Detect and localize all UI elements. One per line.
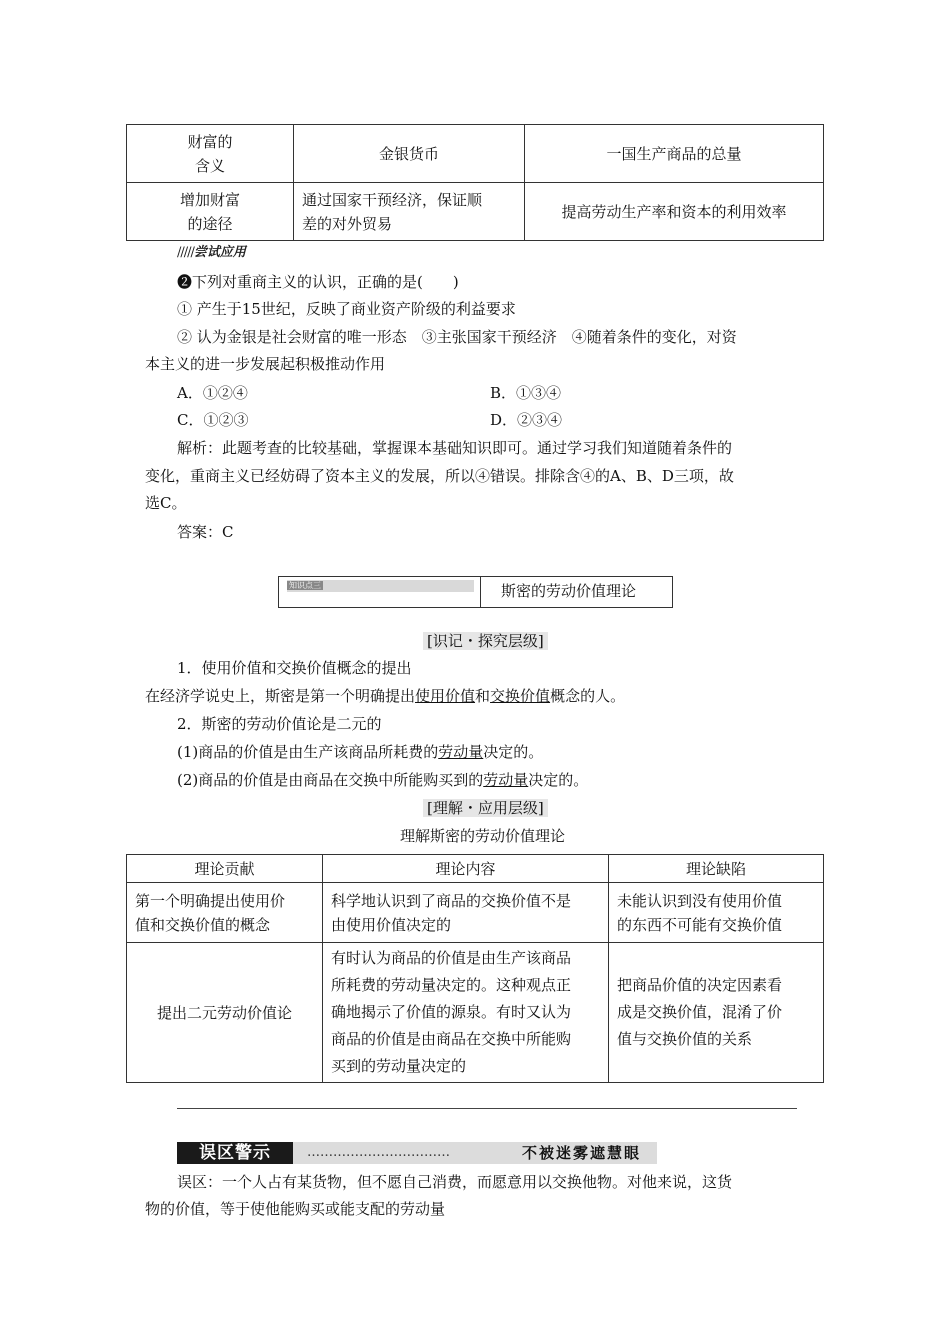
table-cell: 未能认识到没有使用价值 的东西不可能有交换价值 xyxy=(609,883,824,943)
point-1-heading: 1．使用价值和交换价值概念的提出 xyxy=(177,659,412,677)
section-divider xyxy=(177,1108,797,1109)
underlined-term: 劳动量 xyxy=(438,743,484,761)
dotted-leader: …………………………… xyxy=(307,1145,450,1160)
misconception-text-1: 误区：一个人占有某货物，但不愿自己消费，而愿意用以交换他物。对他来说，这货 xyxy=(177,1173,733,1191)
table-cell: 金银货币 xyxy=(294,125,525,183)
knowledge-point-header xyxy=(278,576,673,608)
table-caption: 理解斯密的劳动价值理论 xyxy=(400,827,566,845)
misconception-slogan: 不被迷雾遮慧眼 xyxy=(522,1144,642,1162)
try-apply-label: /////尝试应用 xyxy=(177,245,246,260)
smith-theory-table xyxy=(126,854,824,1083)
table-cell: 第一个明确提出使用价 值和交换价值的概念 xyxy=(127,883,323,943)
table-header: 理论缺陷 xyxy=(609,855,824,883)
table-cell: 科学地认识到了商品的交换价值不是 由使用价值决定的 xyxy=(323,883,609,943)
misconception-banner xyxy=(177,1142,657,1164)
analysis-line-3: 选C。 xyxy=(145,494,187,512)
option-d: D．②③④ xyxy=(490,411,563,429)
table-header: 理论贡献 xyxy=(127,855,323,883)
divider xyxy=(480,577,481,607)
point-2-sub-1: (1)商品的价值是由生产该商品所耗费的劳动量决定的。 xyxy=(177,743,544,761)
table-cell: 把商品价值的决定因素看 成是交换价值，混淆了价 值与交换价值的关系 xyxy=(609,943,824,1083)
misconception-label: 误区警示 xyxy=(177,1142,293,1164)
question-statement-1: ① 产生于15世纪，反映了商业资产阶级的利益要求 xyxy=(177,300,516,318)
table-cell: 通过国家干预经济，保证顺 差的对外贸易 xyxy=(294,183,525,241)
table-cell: 有时认为商品的价值是由生产该商品 所耗费的劳动量决定的。这种观点正 确地揭示了价值的源泉。有时又认为 商品的价值是由商品在交换中所能购 买到的劳动量决定的 xyxy=(323,943,609,1083)
table-cell: 提高劳动生产率和资本的利用效率 xyxy=(525,183,824,241)
knowledge-point-title: 斯密的劳动价值理论 xyxy=(501,582,637,600)
table-cell: 增加财富 的途径 xyxy=(127,183,294,241)
underlined-term: 使用价值 xyxy=(415,687,476,705)
option-a: A．①②④ xyxy=(177,384,248,402)
option-c: C．①②③ xyxy=(177,411,249,429)
level-label-memorize: [识记・探究层级] xyxy=(423,630,548,652)
knowledge-point-tag: 知识点三 xyxy=(287,580,474,592)
point-2-sub-2: (2)商品的价值是由商品在交换中所能购买到的劳动量决定的。 xyxy=(177,771,589,789)
question-statement-2: ② 认为金银是社会财富的唯一形态 ③主张国家干预经济 ④随着条件的变化，对资 xyxy=(177,328,737,346)
underlined-term: 劳动量 xyxy=(483,771,529,789)
table-cell: 财富的 含义 xyxy=(127,125,294,183)
question-stem: ❷下列对重商主义的认识，正确的是( ) xyxy=(177,273,459,291)
analysis-line-1: 解析：此题考查的比较基础，掌握课本基础知识即可。通过学习我们知道随着条件的 xyxy=(177,439,733,457)
answer: 答案：C xyxy=(177,523,234,541)
table-cell: 提出二元劳动价值论 xyxy=(127,943,323,1083)
level-label-apply: [理解・应用层级] xyxy=(423,797,548,819)
table-header: 理论内容 xyxy=(323,855,609,883)
wealth-comparison-table xyxy=(126,124,824,241)
misconception-text-2: 物的价值，等于使他能购买或能支配的劳动量 xyxy=(145,1200,446,1218)
analysis-line-2: 变化，重商主义已经妨碍了资本主义的发展，所以④错误。排除含④的A、B、D三项，故 xyxy=(145,467,734,485)
option-b: B．①③④ xyxy=(490,384,562,402)
point-2-heading: 2．斯密的劳动价值论是二元的 xyxy=(177,715,382,733)
table-cell: 一国生产商品的总量 xyxy=(525,125,824,183)
question-statement-2-cont: 本主义的进一步发展起积极推动作用 xyxy=(145,355,386,373)
point-1-text: 在经济学说史上，斯密是第一个明确提出使用价值和交换价值概念的人。 xyxy=(145,687,626,705)
underlined-term: 交换价值 xyxy=(490,687,551,705)
